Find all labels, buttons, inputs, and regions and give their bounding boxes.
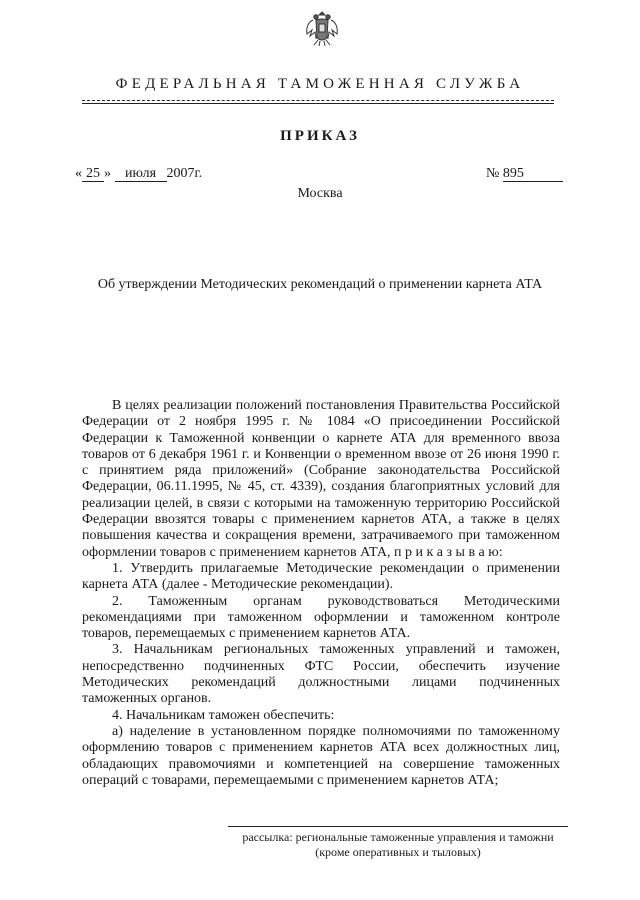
item-2: 2. Таможенным органам руководствоваться Методическими рекомендациями при таможенном оформлении и таможенном контроле товаров, перемещаемых с применением карнетов АТА. bbox=[82, 593, 560, 642]
number-prefix: № bbox=[486, 166, 500, 181]
intro-paragraph: В целях реализации положений постановления Правительства Российской Федерации от 2 ноября 1995 г. № 1084 «О присоединении Российской Федерации к Таможенной конвенции о карнете АТА для временного ввоза товаров от 6 декабря 1961 г. и Конвенции о временном ввозе от 26 июня 1990 г. с принятием ряда приложений» (Собрание законодательства Российской Федерации, 06.11.1995, № 45, ст. 4339), создания благоприятных условий для реализации целей, в связи с которыми на таможенную территорию Российской Федерации ввозятся товары с применением карнетов АТА, а также в целях повышения качества и сокращения времени, затрачиваемого при таможенном оформлении товаров с применением карнетов АТА, п р и к а з ы в а ю: bbox=[82, 398, 560, 560]
date-day: 25 bbox=[82, 167, 104, 182]
distribution-note bbox=[228, 830, 568, 860]
date-open-quote: « bbox=[75, 166, 82, 181]
date-year: 2007г. bbox=[166, 166, 203, 181]
order-date bbox=[75, 166, 202, 182]
item-4a: а) наделение в установленном порядке полномочиями по таможенному оформлению товаров с применением карнетов АТА всех должностных лиц, обладающих правомочиями и компетенцией на совершение таможенных операций с товарами, перемещаемыми с применением карнетов АТА; bbox=[82, 723, 560, 788]
order-number bbox=[486, 166, 563, 182]
date-month: июля bbox=[115, 167, 167, 182]
date-close-quote: » bbox=[104, 166, 111, 181]
distribution-line-2: (кроме оперативных и тыловых) bbox=[315, 845, 481, 859]
order-subject: Об утверждении Методических рекомендаций о применении карнета АТА bbox=[97, 277, 543, 292]
item-3: 3. Начальникам региональных таможенных управлений и таможен, непосредственно подчиненных ФТС России, обеспечить изучение Методических рекомендаций должностными лицами подчиненных таможенных органов. bbox=[82, 642, 560, 707]
footer-divider bbox=[228, 826, 568, 827]
order-body bbox=[82, 398, 560, 789]
header-divider bbox=[82, 100, 554, 104]
distribution-line-1: рассылка: региональные таможенные управления и таможни bbox=[242, 830, 554, 844]
number-value: 895 bbox=[503, 167, 563, 182]
document-type-title: ПРИКАЗ bbox=[280, 128, 360, 144]
item-4: 4. Начальникам таможен обеспечить: bbox=[112, 707, 335, 723]
city: Москва bbox=[297, 186, 343, 201]
state-emblem-icon bbox=[304, 8, 340, 48]
agency-name: ФЕДЕРАЛЬНАЯ ТАМОЖЕННАЯ СЛУЖБА bbox=[115, 76, 525, 92]
item-1: 1. Утвердить прилагаемые Методические рекомендации о применении карнета АТА (далее - Методические рекомендации). bbox=[82, 560, 560, 593]
